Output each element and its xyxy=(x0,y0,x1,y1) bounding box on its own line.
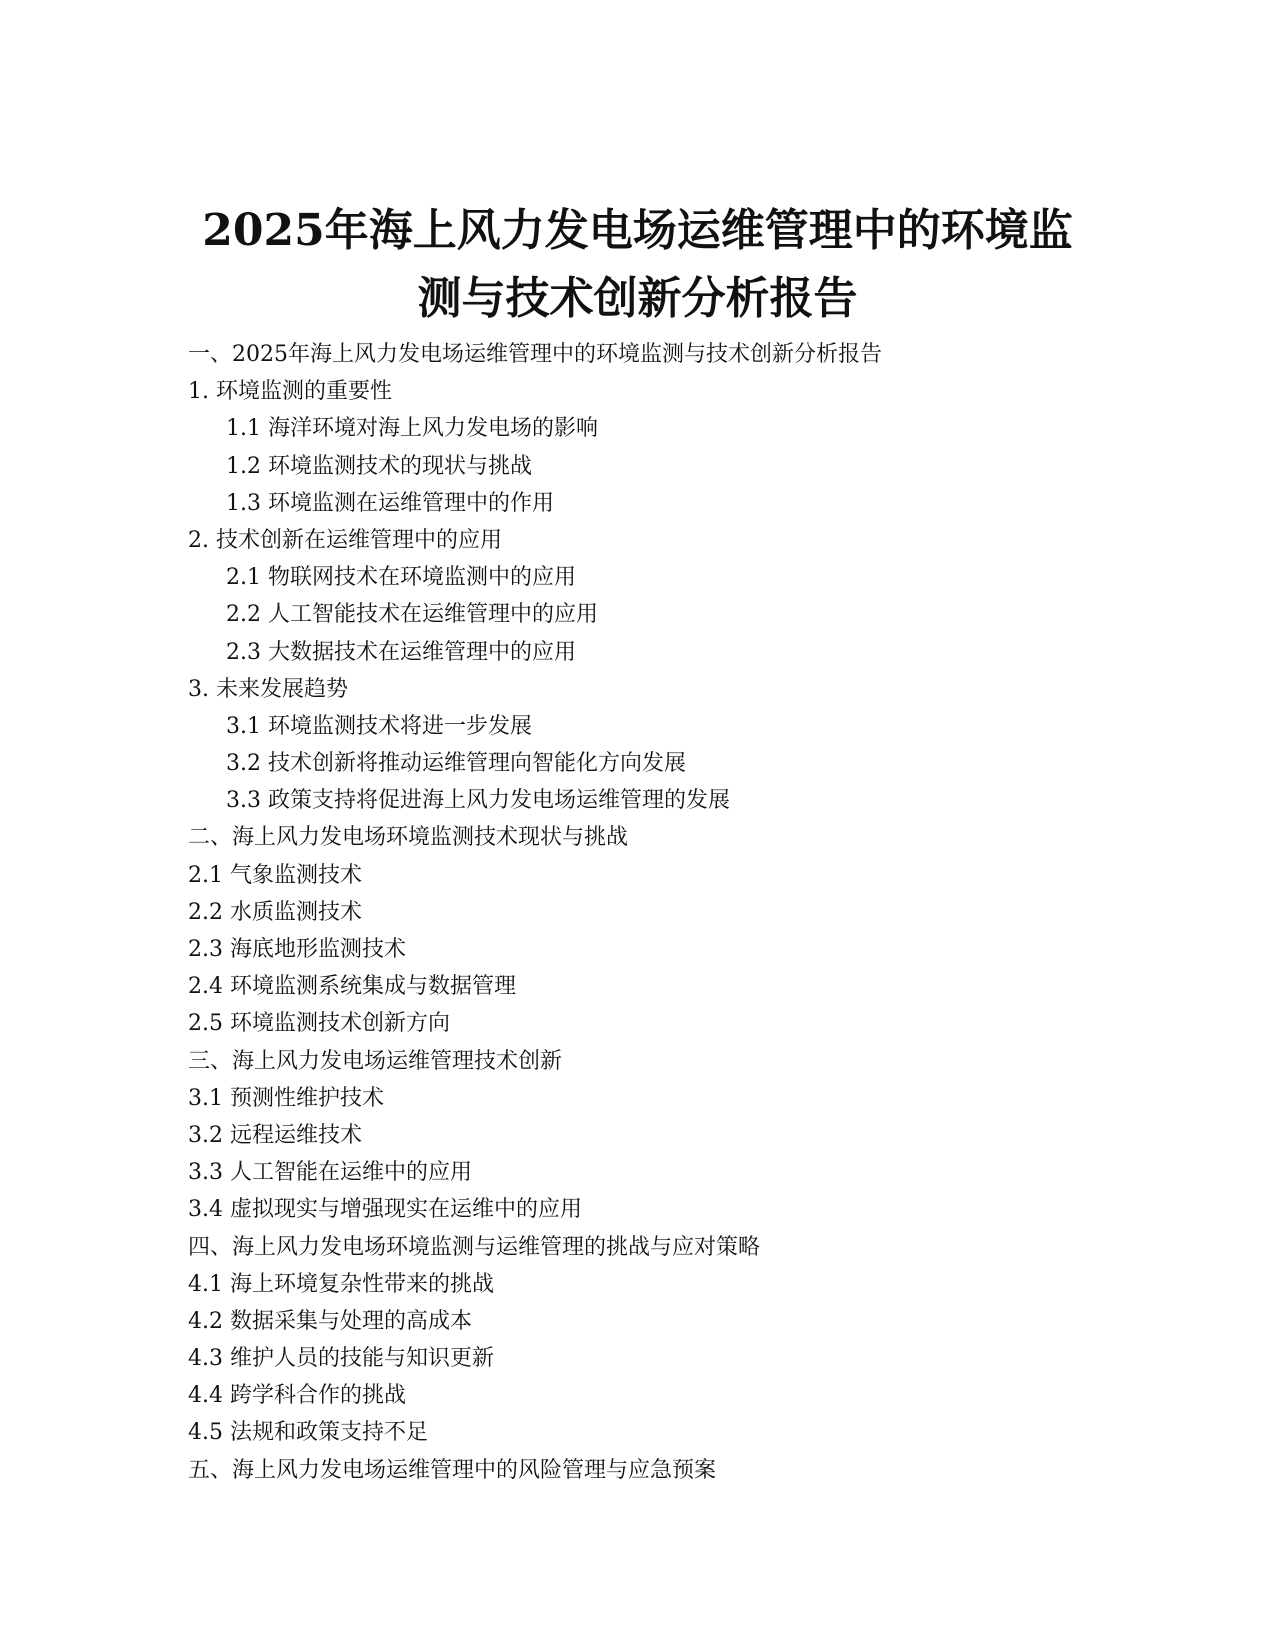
toc-section-item: 一、2025年海上风力发电场运维管理中的环境监测与技术创新分析报告 xyxy=(188,342,882,367)
toc-section-item: 3.4 虚拟现实与增强现实在运维中的应用 xyxy=(188,1197,582,1223)
toc-subsection-item: 2.2 人工智能技术在运维管理中的应用 xyxy=(226,602,598,628)
toc-subsection-item: 1.3 环境监测在运维管理中的作用 xyxy=(226,490,554,516)
toc-subsection-item: 2.3 大数据技术在运维管理中的应用 xyxy=(226,639,576,665)
toc-section-item: 4.4 跨学科合作的挑战 xyxy=(188,1383,406,1409)
toc-section-item: 2. 技术创新在运维管理中的应用 xyxy=(188,527,502,553)
toc-section-item: 4.3 维护人员的技能与知识更新 xyxy=(188,1346,494,1372)
toc-section-item: 2.4 环境监测系统集成与数据管理 xyxy=(188,974,516,1000)
toc-section-item: 2.1 气象监测技术 xyxy=(188,862,362,888)
toc-subsection-item: 3.1 环境监测技术将进一步发展 xyxy=(226,713,532,739)
toc-subsection-item: 3.3 政策支持将促进海上风力发电场运维管理的发展 xyxy=(226,788,730,814)
toc-section-item: 4.5 法规和政策支持不足 xyxy=(188,1420,428,1446)
toc-section-item: 3.3 人工智能在运维中的应用 xyxy=(188,1160,472,1186)
toc-section-item: 2.3 海底地形监测技术 xyxy=(188,937,406,962)
toc-subsection-item: 2.1 物联网技术在环境监测中的应用 xyxy=(226,565,576,591)
toc-section-item: 2.5 环境监测技术创新方向 xyxy=(188,1011,450,1037)
document-title-line-1: 2025年海上风力发电场运维管理中的环境监 xyxy=(202,205,1073,256)
toc-subsection-item: 1.2 环境监测技术的现状与挑战 xyxy=(226,453,532,479)
toc-section-item: 4.1 海上环境复杂性带来的挑战 xyxy=(188,1271,494,1297)
toc-section-item: 3. 未来发展趋势 xyxy=(188,676,348,702)
toc-section-item: 2.2 水质监测技术 xyxy=(188,899,362,925)
toc-section-item: 3.1 预测性维护技术 xyxy=(188,1085,384,1111)
toc-section-item: 4.2 数据采集与处理的高成本 xyxy=(188,1308,472,1334)
toc-section-item: 1. 环境监测的重要性 xyxy=(188,379,392,405)
document-title-line-2: 测与技术创新分析报告 xyxy=(417,273,858,324)
table-of-contents xyxy=(188,336,1148,1489)
toc-section-item: 五、海上风力发电场运维管理中的风险管理与应急预案 xyxy=(188,1457,717,1483)
toc-section-item: 二、海上风力发电场环境监测技术现状与挑战 xyxy=(188,825,629,851)
toc-section-item: 3.2 远程运维技术 xyxy=(188,1122,362,1148)
toc-section-item: 三、海上风力发电场运维管理技术创新 xyxy=(188,1048,563,1074)
toc-subsection-item: 1.1 海洋环境对海上风力发电场的影响 xyxy=(226,416,598,442)
toc-section-item: 四、海上风力发电场环境监测与运维管理的挑战与应对策略 xyxy=(188,1234,761,1260)
toc-subsection-item: 3.2 技术创新将推动运维管理向智能化方向发展 xyxy=(226,751,686,777)
